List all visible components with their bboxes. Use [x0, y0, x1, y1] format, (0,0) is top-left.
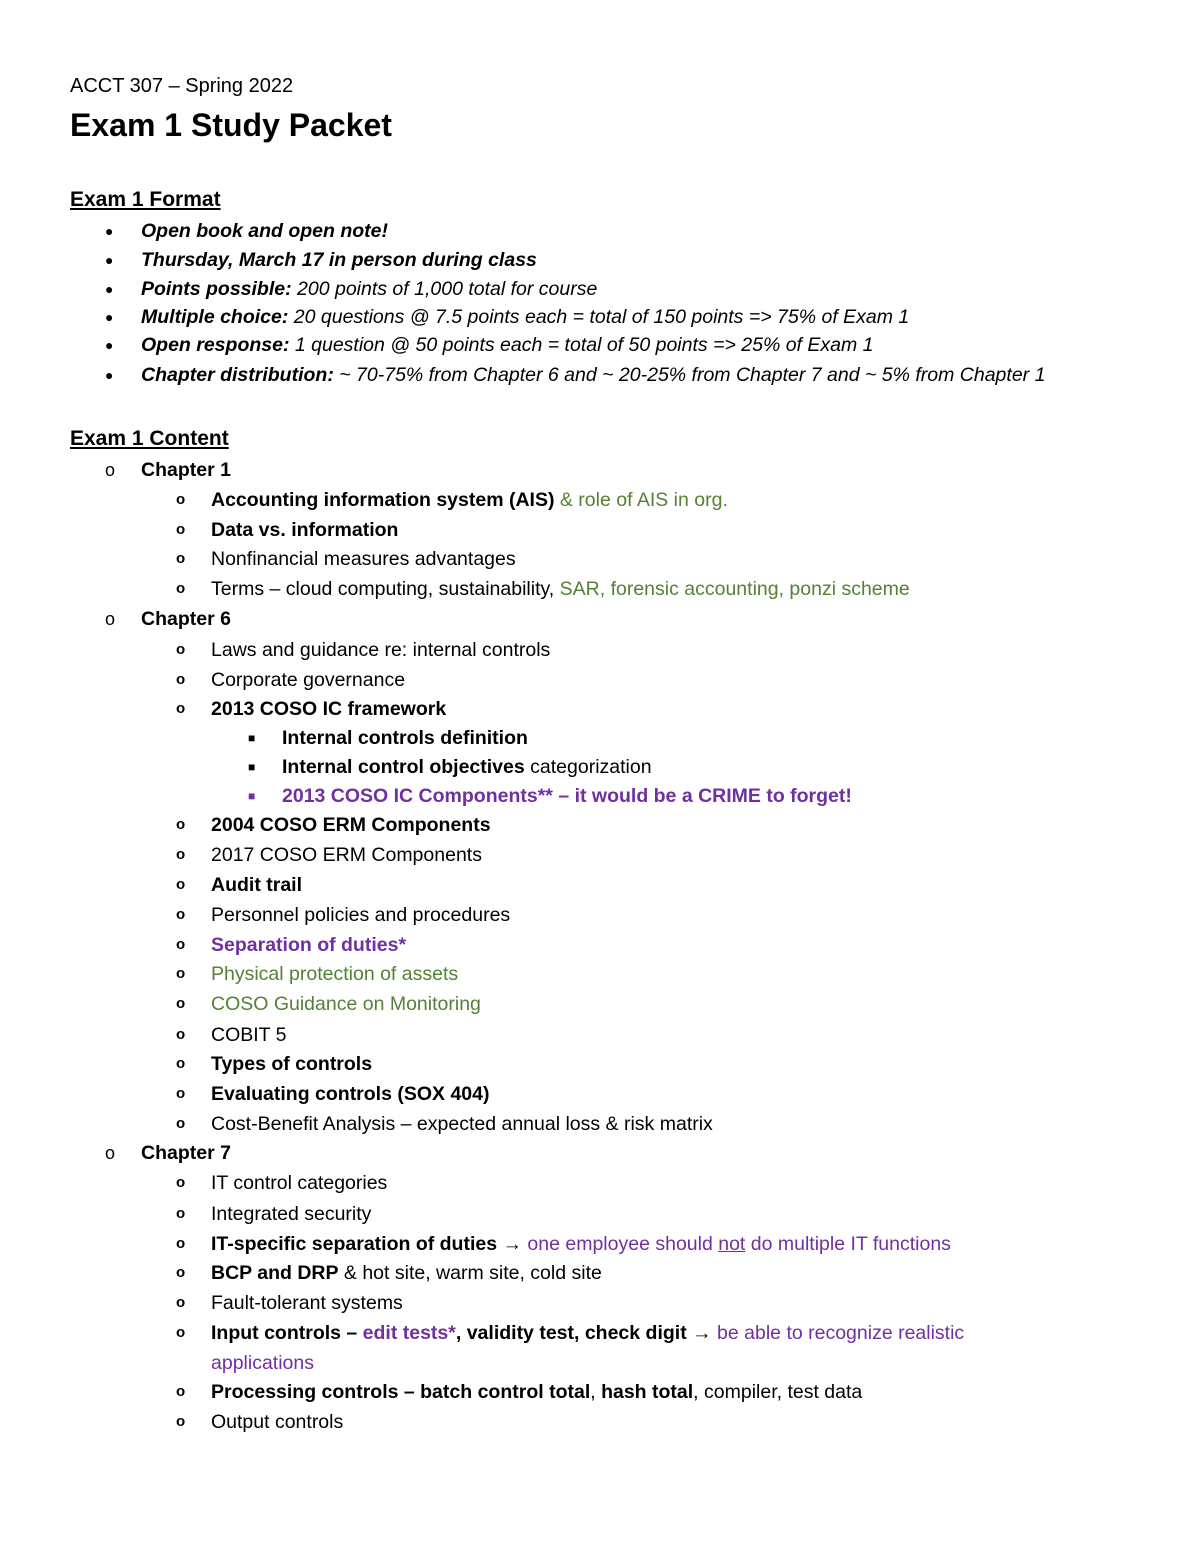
- list-item: o 2004 COSO ERM Components: [211, 811, 491, 839]
- circle-bullet-icon: o: [105, 460, 116, 480]
- list-item: o Integrated security: [211, 1200, 371, 1228]
- format-item: ● Open book and open note!: [141, 217, 388, 245]
- circle-bullet-icon: o: [176, 641, 186, 658]
- list-item: o Input controls – edit tests*, validity test, check digit → be able to recognize realistic: [211, 1319, 964, 1347]
- list-item: o BCP and DRP & hot site, warm site, cold site: [211, 1259, 602, 1287]
- circle-bullet-icon: o: [176, 1085, 186, 1102]
- square-bullet-icon: ■: [248, 760, 256, 774]
- circle-bullet-icon: o: [176, 1235, 186, 1252]
- list-item: o Personnel policies and procedures: [211, 901, 510, 929]
- arrow-right-icon: →: [686, 1322, 718, 1344]
- format-item: ● Thursday, March 17 in person during class: [141, 246, 537, 274]
- bullet-icon: ●: [105, 367, 114, 383]
- list-item: o 2013 COSO IC framework: [211, 695, 446, 723]
- format-item: ● Open response: 1 question @ 50 points each = total of 50 points => 25% of Exam 1: [141, 331, 874, 359]
- circle-bullet-icon: o: [176, 1205, 186, 1222]
- list-item: o Output controls: [211, 1408, 343, 1436]
- circle-bullet-icon: o: [176, 1413, 186, 1430]
- circle-bullet-icon: o: [176, 995, 186, 1012]
- format-item: ● Points possible: 200 points of 1,000 total for course: [141, 275, 597, 303]
- list-item: o Data vs. information: [211, 516, 398, 544]
- circle-bullet-icon: o: [176, 1264, 186, 1281]
- chapter-1-heading: o Chapter 1: [141, 456, 231, 484]
- list-item: o Laws and guidance re: internal controls: [211, 636, 550, 664]
- bullet-icon: ●: [105, 223, 114, 239]
- bullet-icon: ●: [105, 252, 114, 268]
- list-item: o Audit trail: [211, 871, 302, 899]
- list-item-continuation: applications: [211, 1352, 314, 1374]
- list-item: o Evaluating controls (SOX 404): [211, 1080, 489, 1108]
- bullet-icon: ●: [105, 337, 114, 353]
- circle-bullet-icon: o: [176, 906, 186, 923]
- circle-bullet-icon: o: [176, 1115, 186, 1132]
- circle-bullet-icon: o: [176, 491, 186, 508]
- list-item: o 2017 COSO ERM Components: [211, 841, 482, 869]
- list-item: o Accounting information system (AIS) & role of AIS in org.: [211, 486, 728, 514]
- format-item: ● Multiple choice: 20 questions @ 7.5 points each = total of 150 points => 75% of Exam 1: [141, 303, 909, 331]
- circle-bullet-icon: o: [176, 1055, 186, 1072]
- list-item: o Physical protection of assets: [211, 960, 458, 988]
- content-heading: Exam 1 Content: [70, 427, 229, 450]
- circle-bullet-icon: o: [176, 965, 186, 982]
- list-item: o Separation of duties*: [211, 931, 406, 959]
- circle-bullet-icon: o: [105, 1143, 116, 1163]
- chapter-6-heading: o Chapter 6: [141, 605, 231, 633]
- list-item: o COSO Guidance on Monitoring: [211, 990, 481, 1018]
- circle-bullet-icon: o: [176, 1383, 186, 1400]
- circle-bullet-icon: o: [176, 1324, 186, 1341]
- list-item: o COBIT 5: [211, 1021, 287, 1049]
- sub-list-item: ■ Internal controls definition: [282, 724, 528, 752]
- list-item: o Corporate governance: [211, 666, 405, 694]
- format-heading: Exam 1 Format: [70, 188, 221, 211]
- circle-bullet-icon: o: [176, 1174, 186, 1191]
- circle-bullet-icon: o: [176, 671, 186, 688]
- circle-bullet-icon: o: [176, 700, 186, 717]
- circle-bullet-icon: o: [176, 1026, 186, 1043]
- list-item: o Types of controls: [211, 1050, 372, 1078]
- circle-bullet-icon: o: [176, 876, 186, 893]
- list-item: o Nonfinancial measures advantages: [211, 545, 516, 573]
- list-item: o Processing controls – batch control total, hash total, compiler, test data: [211, 1378, 862, 1406]
- sub-list-item: ■ 2013 COSO IC Components** – it would be a CRIME to forget!: [282, 782, 852, 810]
- chapter-7-heading: o Chapter 7: [141, 1139, 231, 1167]
- list-item: o Terms – cloud computing, sustainability, SAR, forensic accounting, ponzi scheme: [211, 575, 910, 603]
- square-bullet-icon: ■: [248, 789, 256, 803]
- circle-bullet-icon: o: [176, 816, 186, 833]
- list-item: o Fault-tolerant systems: [211, 1289, 403, 1317]
- list-item: o Cost-Benefit Analysis – expected annual loss & risk matrix: [211, 1110, 713, 1138]
- list-item: o IT-specific separation of duties → one employee should not do multiple IT functions: [211, 1230, 951, 1258]
- bullet-icon: ●: [105, 309, 114, 325]
- circle-bullet-icon: o: [105, 609, 116, 629]
- course-label: ACCT 307 – Spring 2022: [70, 75, 294, 97]
- circle-bullet-icon: o: [176, 521, 186, 538]
- circle-bullet-icon: o: [176, 1294, 186, 1311]
- arrow-right-icon: →: [497, 1233, 528, 1255]
- page-title: Exam 1 Study Packet: [70, 107, 392, 143]
- sub-list-item: ■ Internal control objectives categorization: [282, 753, 652, 781]
- bullet-icon: ●: [105, 281, 114, 297]
- format-item: ● Chapter distribution: ~ 70-75% from Chapter 6 and ~ 20-25% from Chapter 7 and ~ 5% from Chapter 1: [141, 361, 1045, 389]
- circle-bullet-icon: o: [176, 580, 186, 597]
- list-item: o IT control categories: [211, 1169, 387, 1197]
- square-bullet-icon: ■: [248, 731, 256, 745]
- circle-bullet-icon: o: [176, 936, 186, 953]
- circle-bullet-icon: o: [176, 550, 186, 567]
- circle-bullet-icon: o: [176, 846, 186, 863]
